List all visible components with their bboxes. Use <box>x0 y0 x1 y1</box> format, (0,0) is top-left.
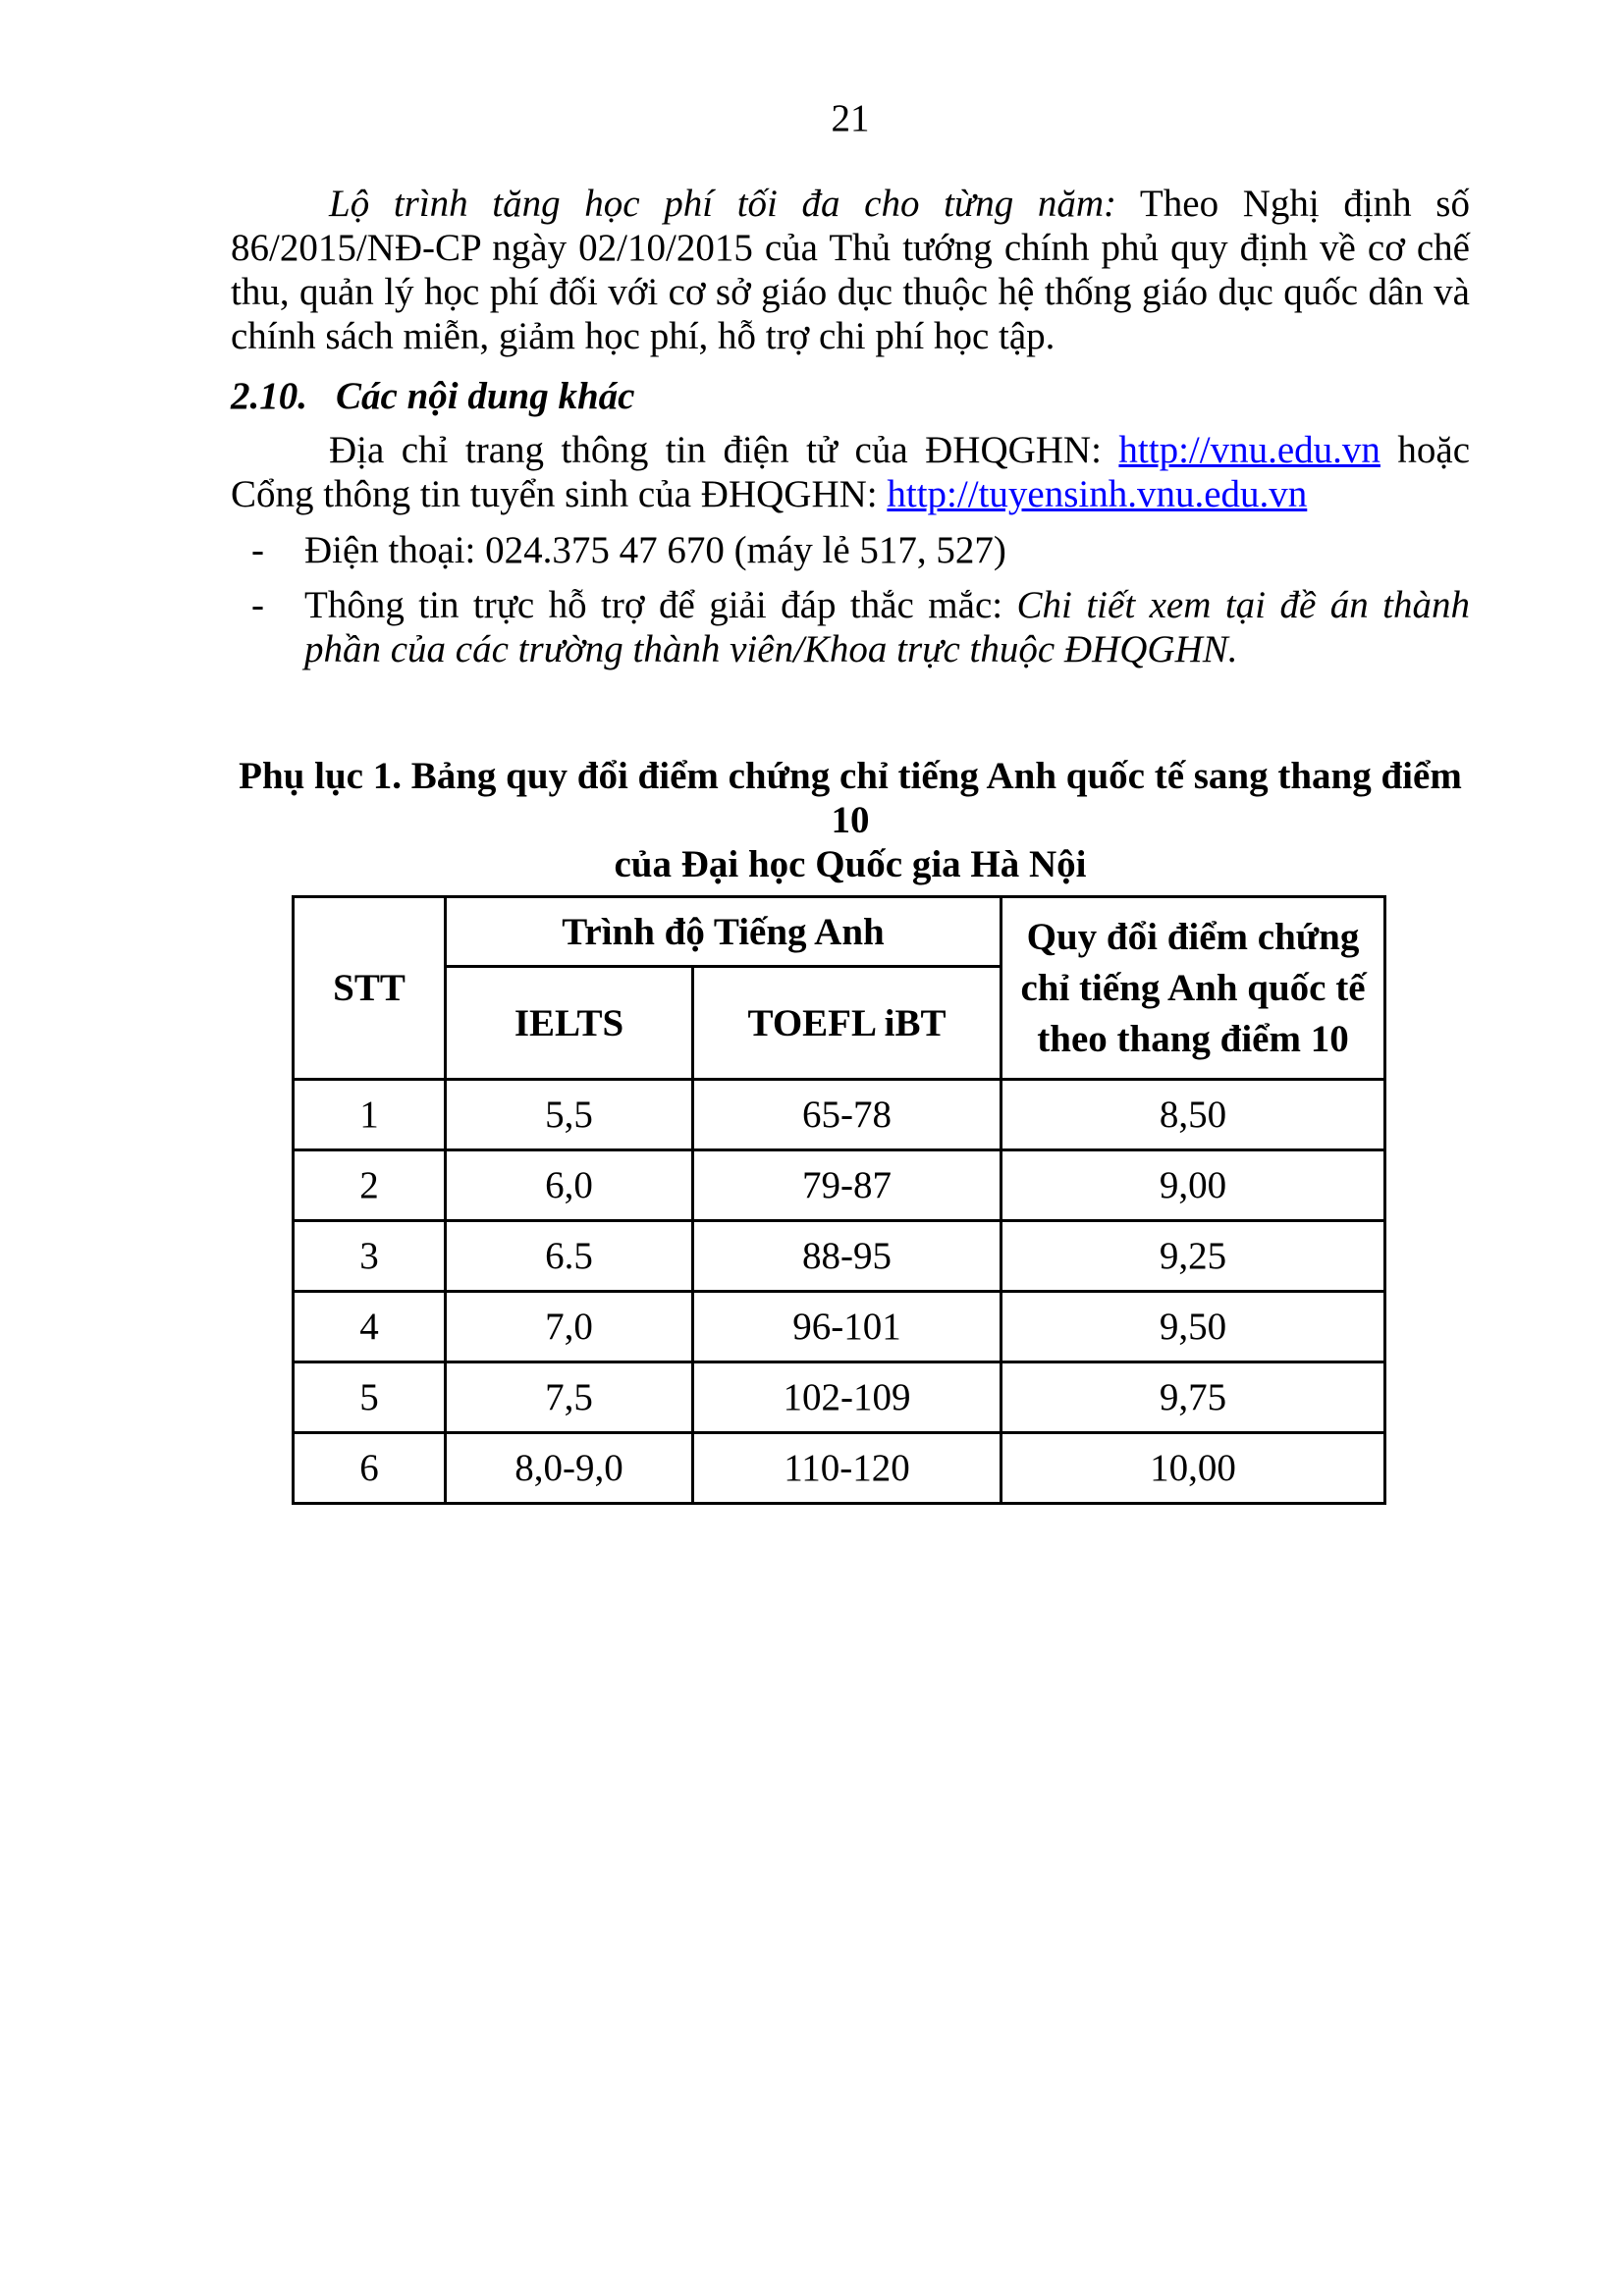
table-cell: 65-78 <box>693 1080 1001 1150</box>
table-header-row-1 <box>294 897 1385 967</box>
link-vnu-edu-vn[interactable]: http://vnu.edu.vn <box>1118 429 1380 471</box>
table-row <box>294 1292 1385 1362</box>
table-row <box>294 1150 1385 1221</box>
table-cell: 9,75 <box>1001 1362 1385 1433</box>
page-content <box>231 0 1470 1505</box>
header-cell-trinh-do: Trình độ Tiếng Anh <box>446 897 1001 967</box>
section-heading-title: Các nội dung khác <box>336 375 635 417</box>
table-cell: 5,5 <box>446 1080 693 1150</box>
bullet-support-text-italic: Chi tiết xem tại đề án thành phần của các trường thành viên/Khoa trực thuộc ĐHQGHN. <box>304 584 1471 670</box>
appendix-title-line2: của Đại học Quốc gia Hà Nội <box>614 843 1087 885</box>
table-row <box>294 1080 1385 1150</box>
table-cell: 79-87 <box>693 1150 1001 1221</box>
table-row <box>294 1433 1385 1504</box>
table-cell: 4 <box>294 1292 446 1362</box>
table-cell: 7,0 <box>446 1292 693 1362</box>
table-cell: 5 <box>294 1362 446 1433</box>
paragraph-tuition-roadmap <box>231 182 1470 358</box>
table-cell: 110-120 <box>693 1433 1001 1504</box>
paragraph-tuition-roadmap-lead: Lộ trình tăng học phí tối đa cho từng năm: <box>329 183 1116 225</box>
table-cell: 88-95 <box>693 1221 1001 1292</box>
table-cell: 2 <box>294 1150 446 1221</box>
table-cell: 6.5 <box>446 1221 693 1292</box>
header-cell-toefl: TOEFL iBT <box>693 967 1001 1080</box>
bullet-dash: - <box>251 529 264 571</box>
table-cell: 102-109 <box>693 1362 1001 1433</box>
paragraph-contact <box>231 428 1470 516</box>
table-cell: 8,0-9,0 <box>446 1433 693 1504</box>
section-heading-2-10 <box>231 374 1470 418</box>
table-cell: 1 <box>294 1080 446 1150</box>
section-heading-number: 2.10. <box>231 375 307 417</box>
table-cell: 9,25 <box>1001 1221 1385 1292</box>
table-cell: 10,00 <box>1001 1433 1385 1504</box>
table-cell: 9,00 <box>1001 1150 1385 1221</box>
header-cell-quy-doi: Quy đổi điểm chứng chỉ tiếng Anh quốc tế theo thang điểm 10 <box>1001 897 1385 1080</box>
appendix-title-line1: Phụ lục 1. Bảng quy đổi điểm chứng chỉ tiếng Anh quốc tế sang thang điểm 10 <box>239 755 1462 841</box>
bullet-phone-text: Điện thoại: 024.375 47 670 (máy lẻ 517, 527) <box>304 529 1006 571</box>
table-cell: 6 <box>294 1433 446 1504</box>
bullet-phone <box>231 528 1470 572</box>
score-conversion-table <box>292 895 1386 1505</box>
bullet-dash: - <box>251 584 264 626</box>
table-cell: 8,50 <box>1001 1080 1385 1150</box>
paragraph-tuition-roadmap-body: Theo Nghị định số 86/2015/NĐ-CP ngày 02/10/2015 của Thủ tướng chính phủ quy định về cơ chế thu, quản lý học phí đối với cơ sở giáo dục thuộc hệ thống giáo dục quốc dân và chính sách miễn, giảm học phí, hỗ trợ chi phí học tập. <box>231 183 1470 357</box>
bullet-support-info <box>231 583 1470 671</box>
table-cell: 9,50 <box>1001 1292 1385 1362</box>
table-cell: 6,0 <box>446 1150 693 1221</box>
link-tuyensinh-vnu-edu-vn[interactable]: http://tuyensinh.vnu.edu.vn <box>887 473 1308 515</box>
table-row <box>294 1362 1385 1433</box>
bullet-support-text: Thông tin trực hỗ trợ để giải đáp thắc mắc: <box>304 584 1017 626</box>
contact-intro-text: Địa chỉ trang thông tin điện tử của ĐHQGHN: <box>329 429 1119 471</box>
table-cell: 7,5 <box>446 1362 693 1433</box>
contact-between-text: hoặc Cổng thông tin tuyển sinh của ĐHQGHN: <box>231 429 1470 515</box>
page-number: 21 <box>831 97 870 139</box>
header-cell-stt: STT <box>294 897 446 1080</box>
appendix-title <box>231 754 1470 886</box>
table-row <box>294 1221 1385 1292</box>
table-cell: 3 <box>294 1221 446 1292</box>
table-cell: 96-101 <box>693 1292 1001 1362</box>
header-cell-ielts: IELTS <box>446 967 693 1080</box>
